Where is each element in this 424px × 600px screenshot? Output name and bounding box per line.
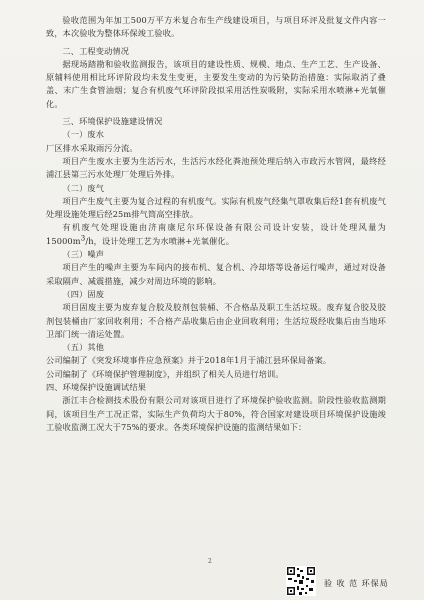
page-number: 2 xyxy=(208,558,212,565)
other-paragraph-2: 公司编制了《环境保护管理制度》，并组织了相关人员进行培训。 xyxy=(46,368,284,379)
exhaust-paragraph-2-prefix: 有机废气处理设施由济南康尼尔环保设备有限公司设计安装，设计处理风量为15000m xyxy=(46,222,386,246)
wastewater-paragraph: 项目产生废水主要为生活污水，生活污水经化粪池预处理后纳入市政污水管网，最终经浦江县第三污水处理厂处理后外排。 xyxy=(46,155,386,180)
subsection-title-wastewater: （一）废水 xyxy=(62,129,105,140)
debugging-paragraph: 浙江丰合检测技术股份有限公司对该项目进行了环境保护验收监测。阶段性验收监测期间，该项目生产工况正常，实际生产负荷均大于80%，符合国家对建设项目环境保护设施竣工验收监测工况大于75%的要求。各类环境保护设施的监测结果如下： xyxy=(46,395,386,432)
document-body xyxy=(46,14,386,434)
changes-paragraph: 据现场踏勘和验收监测报告，该项目的建设性质、规模、地点、生产工艺、生产设备、原辅料使用相比环评阶段均未发生变更，主要发生变动的为污染防治措施：实际取消了叠盖、末广生食管油烟；复合有机废气环评阶段拟采用活性炭吸附，实际采用水喷淋+光氧催化。 xyxy=(46,58,386,109)
exhaust-unit-superscript: 3 xyxy=(80,234,86,243)
subsection-title-exhaust: （二）废气 xyxy=(62,182,105,193)
subsection-title-other: （五）其他 xyxy=(62,342,105,353)
exhaust-paragraph-1: 项目产生废气主要为复合过程的有机废气。实际有机废气经集气罩收集后经1套有机废气处理设施处理后经25m排气筒高空排放。 xyxy=(46,195,386,220)
section-title-facilities: 三、环境保护设施建设情况 xyxy=(62,116,163,127)
other-paragraph-1: 公司编制了《突发环境事件应急预案》并于2018年1月于浦江县环保局备案。 xyxy=(46,355,332,366)
noise-paragraph: 项目产生的噪声主要为车间内的接布机、复合机、冷却塔等设备运行噪声，通过对设备采取隔声、减震措施，减少对周边环境的影响。 xyxy=(46,262,386,286)
exhaust-paragraph-2 xyxy=(46,221,386,248)
qr-code-icon xyxy=(286,566,316,596)
footer-stamp: 验 收 范 环保局 xyxy=(324,579,389,588)
intro-paragraph: 验收范围为年加工500万平方米复合布生产线建设项目，与项目环评及批复文件内容一致，本次验收为整体环保竣工验收。 xyxy=(46,15,386,39)
section-title-changes: 二、工程变动情况 xyxy=(62,45,130,56)
subsection-title-solid-waste: （四）固废 xyxy=(62,288,105,299)
section-title-debugging: 四、环境保护设施调试结果 xyxy=(46,382,147,393)
solid-waste-paragraph: 项目固废主要为废弃复合胶及胶剂包装桶、不合格品及职工生活垃圾。废弃复合胶及胶剂包装桶由厂家回收利用；不合格产品收集后由企业回收利用；生活垃圾经收集后由当地环卫部门统一清运处置。 xyxy=(46,302,386,339)
wastewater-subtitle: 厂区排水采取雨污分流。 xyxy=(46,142,138,153)
subsection-title-noise: （三）噪声 xyxy=(62,249,105,260)
exhaust-paragraph-2-suffix: /h，设计处理工艺为水喷淋+光氧催化。 xyxy=(85,235,235,246)
